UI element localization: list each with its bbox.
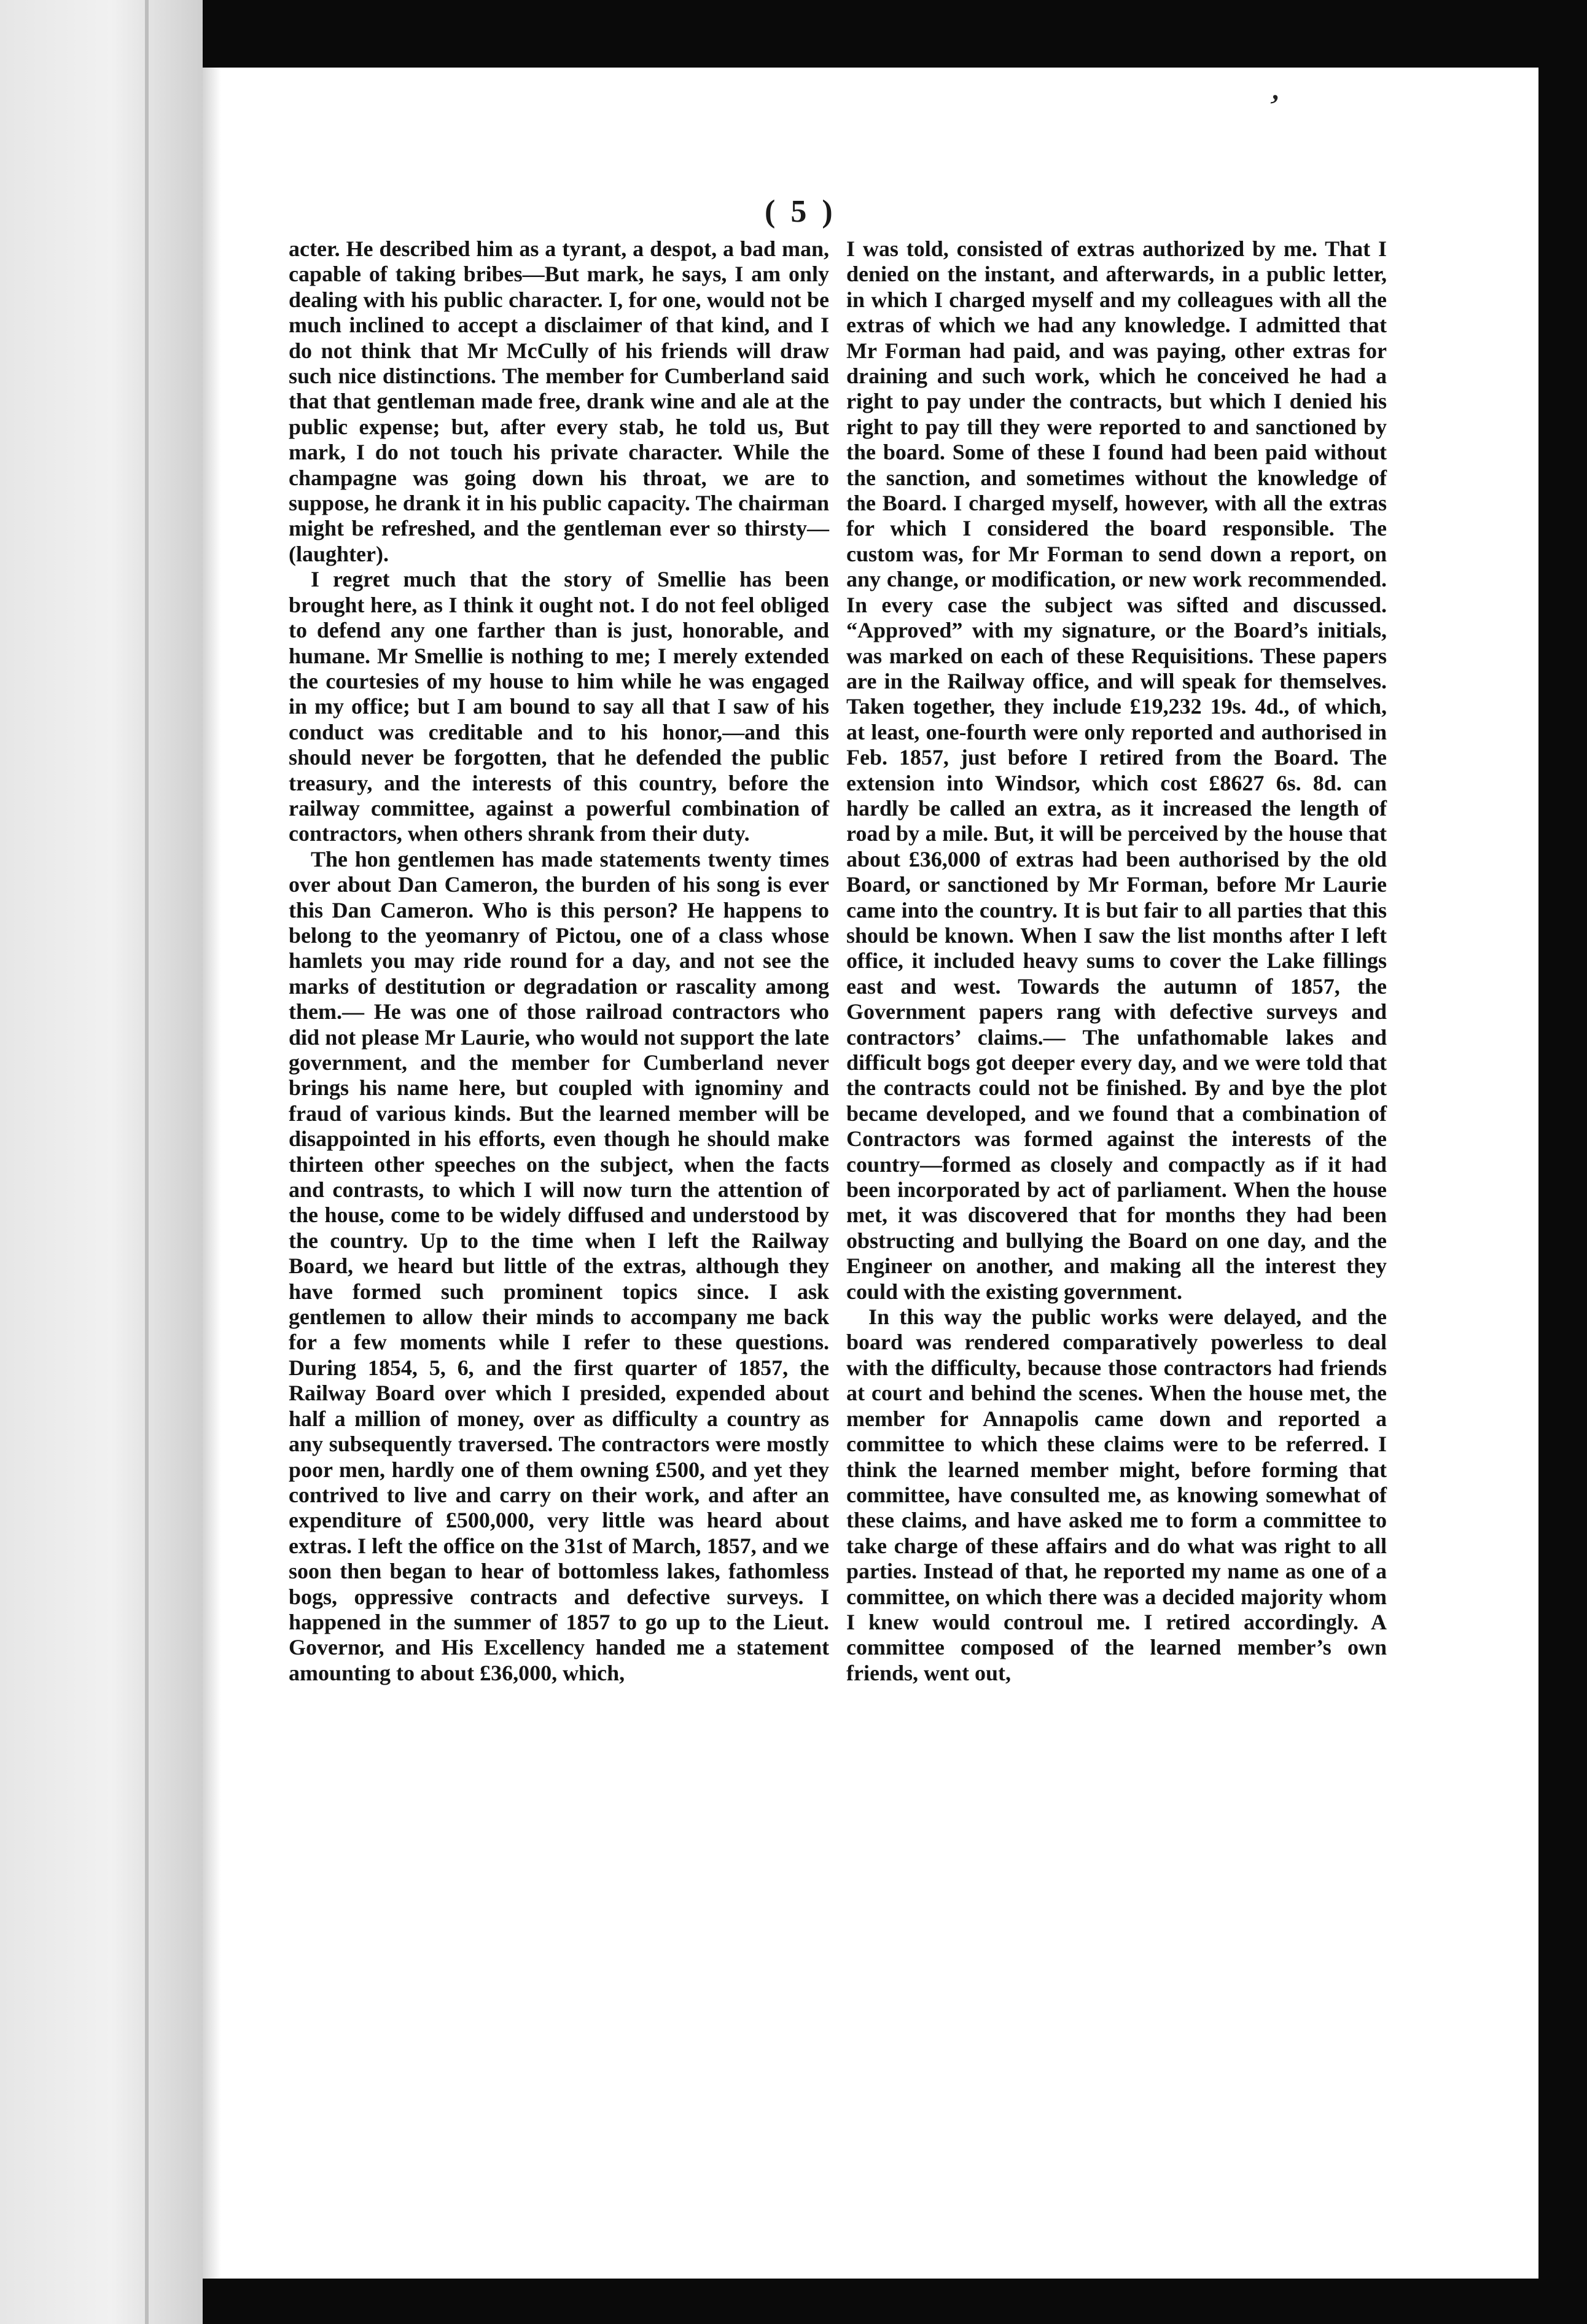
corner-mark: ’ bbox=[1261, 85, 1284, 128]
paragraph: I was told, consisted of extras authorized by me. That I denied on the instant, and afterwards, in a public letter, in which I charged myself and my colleagues with all the extras of which we had any knowledge. I admitted that Mr Forman had paid, and was paying, other extras for draining and such work, which he conceived he had a right to pay under the contracts, but which I denied his right to pay till they were reported to and sanctioned by the board. Some of these I found had been paid without the sanction, and sometimes without the knowledge of the Board. I charged myself, however, with all the extras for which I considered the board responsible. The custom was, for Mr Forman to send down a report, on any change, or modification, or new work recommended. In every case the subject was sifted and discussed. “Approved” with my signature, or the Board’s initials, was marked on each of these Requisitions. These papers are in the Railway office, and will speak for themselves. Taken together, they include £19,232 19s. 4d., of which, at least, one-fourth were only reported and authorised in Feb. 1857, just before I retired from the Board. The extension into Windsor, which cost £8627 6s. 8d. can hardly be called an extra, as it increased the length of road by a mile. But, it will be perceived by the house that about £36,000 of extras had been authorised by the old Board, or sanctioned by Mr Forman, before Mr Laurie came into the country. It is but fair to all parties that this should be known. When I saw the list months after I left office, it included heavy sums to cover the Lake fillings east and west. Towards the autumn of 1857, the Government papers rang with defective surveys and contractors’ claims.— The unfathomable lakes and difficult bogs got deeper every day, and we were told that the contracts could not be finished. By and bye the plot became developed, and we found that a combination of Contractors was formed against the interests of the country—formed as closely and compactly as if it had been incorporated by act of parliament. When the house met, it was discovered that for months they had been obstructing and bullying the Board on one day, and the Engineer on another, and making all the interest they could with the existing government. bbox=[846, 236, 1387, 1304]
text-column-right bbox=[846, 236, 1387, 1686]
spine-edge bbox=[145, 0, 149, 2324]
paragraph: I regret much that the story of Smellie has been brought here, as I think it ought not. I do not feel obliged to defend any one farther than is just, honorable, and humane. Mr Smellie is nothing to me; I merely extended the courtesies of my house to him while he was engaged in my office; but I am bound to say all that I saw of his conduct was creditable and to his honor,—and this should never be forgotten, that he defended the public treasury, and the interests of this country, before the railway committee, against a powerful combination of contractors, when others shrank from their duty. bbox=[289, 567, 829, 846]
page-number: ( 5 ) bbox=[765, 194, 836, 229]
book-spine bbox=[0, 0, 203, 2324]
text-column-left bbox=[289, 236, 829, 1686]
page-gutter-shadow bbox=[203, 68, 221, 2279]
paragraph: The hon gentlemen has made statements twenty times over about Dan Cameron, the burden of his song is ever this Dan Cameron. Who is this person? He happens to belong to the yeomanry of Pictou, one of a class whose hamlets you may ride round for a day, and not see the marks of destitution or degradation or rascality among them.— He was one of those railroad contractors who did not please Mr Laurie, who would not support the late government, and the member for Cumberland never brings his name here, but coupled with ignominy and fraud of various kinds. But the learned member will be disappointed in his efforts, even though he should make thirteen other speeches on the subject, when the facts and contrasts, to which I will now turn the attention of the house, come to be widely diffused and understood by the country. Up to the time when I left the Railway Board, we heard but little of the extras, although they have formed such prominent topics since. I ask gentlemen to allow their minds to accompany me back for a few moments while I refer to these questions. During 1854, 5, 6, and the first quarter of 1857, the Railway Board over which I presided, expended about half a million of money, over as difficulty a country as any subsequently traversed. The contractors were mostly poor men, hardly one of them owning £500, and yet they contrived to live and carry on their work, and after an expenditure of £500,000, very little was heard about extras. I left the office on the 31st of March, 1857, and we soon then began to hear of bottomless lakes, fathomless bogs, oppressive contracts and defective surveys. I happened in the summer of 1857 to go up to the Lieut. Governor, and His Excellency handed me a statement amounting to about £36,000, which, bbox=[289, 846, 829, 1685]
paragraph: acter. He described him as a tyrant, a despot, a bad man, capable of taking bribes—But mark, he says, I am only dealing with his public character. I, for one, would not be much inclined to accept a disclaimer of that kind, and I do not think that Mr McCully of his friends will draw such nice distinctions. The member for Cumberland said that that gentleman made free, drank wine and ale at the public expense; but, after every stab, he told us, But mark, I do not touch his private character. While the champagne was going down his throat, we are to suppose, he drank it in his public capacity. The chairman might be refreshed, and the gentleman ever so thirsty—(laughter). bbox=[289, 236, 829, 566]
paragraph: In this way the public works were delayed, and the board was rendered comparatively powerless to deal with the difficulty, because those contractors had friends at court and behind the scenes. When the house met, the member for Annapolis came down and reported a committee to which these claims were to be referred. I think the learned member might, before forming that committee, have consulted me, as knowing somewhat of these claims, and have asked me to form a committee to take charge of these affairs and do what was right to all parties. Instead of that, he reported my name as one of a committee, on which there was a decided majority whom I knew would controul me. I retired accordingly. A committee composed of the learned member’s own friends, went out, bbox=[846, 1304, 1387, 1685]
